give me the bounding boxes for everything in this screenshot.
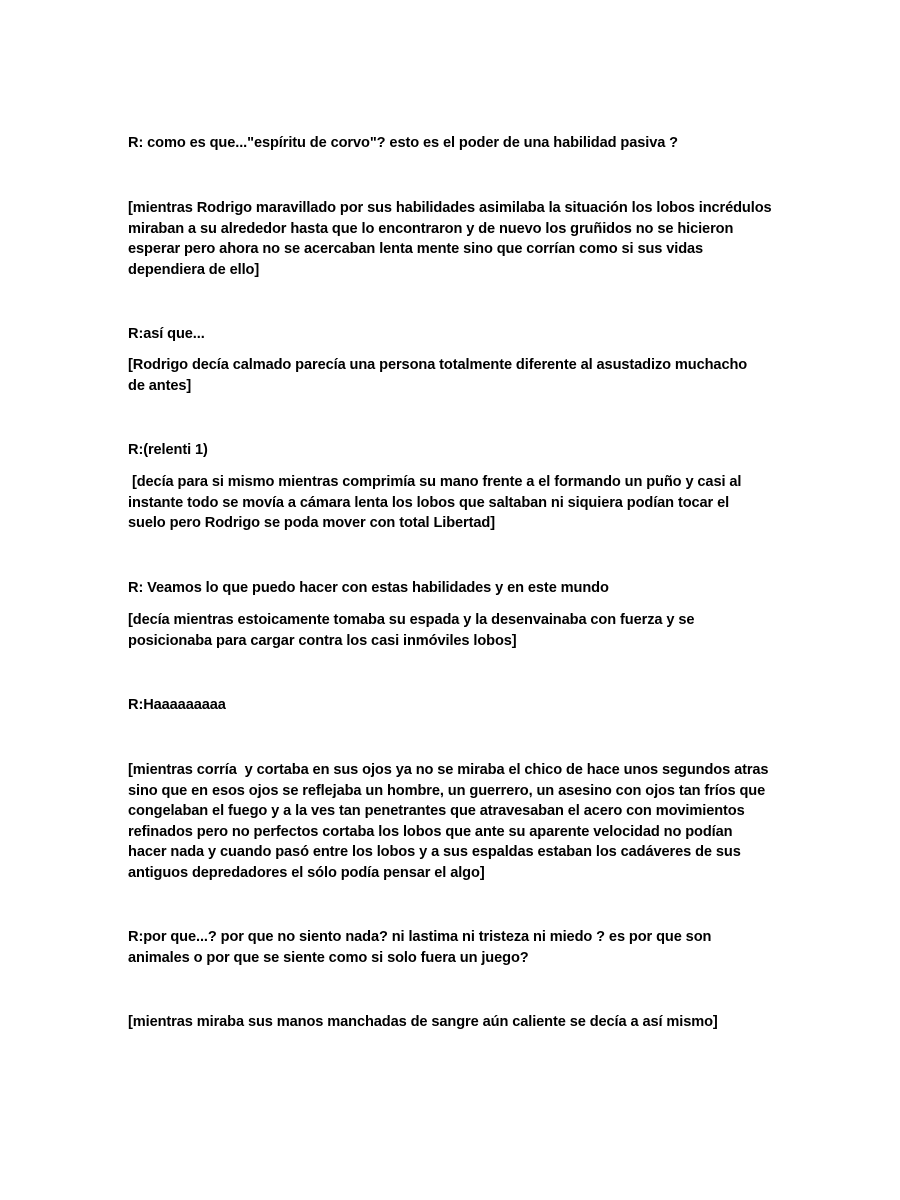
dialogue-line: R:Haaaaaaaaa	[128, 697, 226, 713]
narration-paragraph: [mientras Rodrigo maravillado por sus habilidades asimilaba la situación los lobos incrédulos miraban a su alrededor hasta que lo encontraron y de nuevo los gruñidos no se hicieron esperar pero ahora no se acercaban lenta mente sino que corrían como si sus vidas dependiera de ello]	[128, 200, 772, 278]
dialogue-line: R:así que...	[128, 326, 205, 342]
narration-paragraph: [mientras miraba sus manos manchadas de sangre aún caliente se decía a así mismo]	[128, 1014, 718, 1030]
dialogue-line: R:(relenti 1)	[128, 442, 208, 458]
dialogue-line: R:por que...? por que no siento nada? ni lastima ni tristeza ni miedo ? es por que son animales o por que se siente como si solo fuera un juego?	[128, 929, 712, 966]
narration-paragraph: [decía mientras estoicamente tomaba su espada y la desenvainaba con fuerza y se posicionaba para cargar contra los casi inmóviles lobos]	[128, 612, 695, 649]
dialogue-line: R: Veamos lo que puedo hacer con estas habilidades y en este mundo	[128, 580, 609, 596]
dialogue-line: R: como es que..."espíritu de corvo"? esto es el poder de una habilidad pasiva ?	[128, 135, 678, 151]
narration-paragraph: [mientras corría y cortaba en sus ojos ya no se miraba el chico de hace unos segundos atras sino que en esos ojos se reflejaba un hombre, un guerrero, un asesino con ojos tan fríos que congelaban el fuego y a la ves tan penetrantes que atravesaban el acero con movimientos refinados pero no perfectos cortaba los lobos que ante su aparente velocidad no podían hacer nada y cuando pasó entre los lobos y a sus espaldas estaban los cadáveres de sus antiguos depredadores el sólo podía pensar el algo]	[128, 762, 769, 881]
narration-paragraph: [Rodrigo decía calmado parecía una persona totalmente diferente al asustadizo muchacho de antes]	[128, 357, 748, 394]
narration-paragraph: [decía para si mismo mientras comprimía su mano frente a el formando un puño y casi al instante todo se movía a cámara lenta los lobos que saltaban ni siquiera podían tocar el suelo pero Rodrigo se poda mover con total Libertad]	[128, 474, 742, 532]
